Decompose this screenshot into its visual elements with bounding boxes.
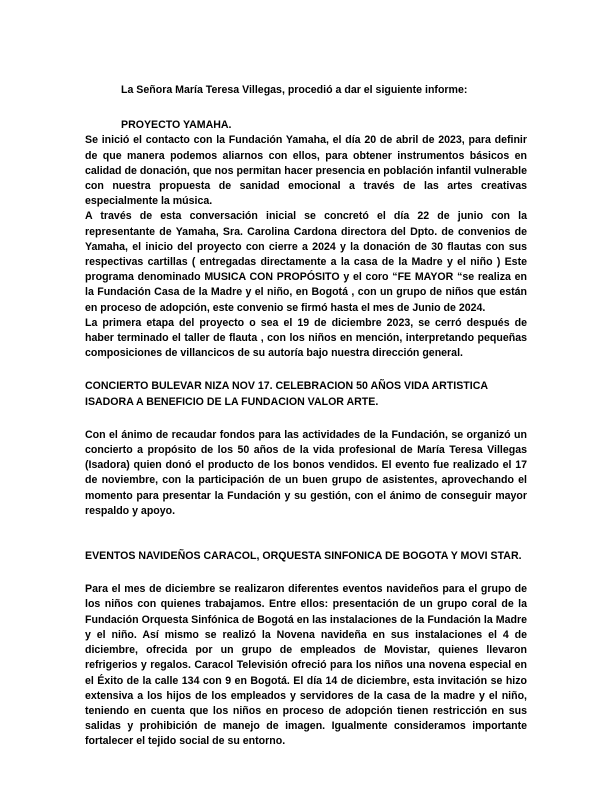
concierto-heading: CONCIERTO BULEVAR NIZA NOV 17. CELEBRACION 50 AÑOS VIDA ARTISTICA ISADORA A BENEFICIO DE LA FUNDACION VALOR ARTE. bbox=[85, 380, 488, 408]
yamaha-heading: PROYECTO YAMAHA. bbox=[121, 119, 232, 132]
eventos-heading: EVENTOS NAVIDEÑOS CARACOL, ORQUESTA SINFONICA DE BOGOTA Y MOVI STAR. bbox=[85, 550, 522, 563]
intro-line: La Señora María Teresa Villegas, procedió a dar el siguiente informe: bbox=[121, 84, 468, 96]
eventos-paragraph: Para el mes de diciembre se realizaron diferentes eventos navideños para el grupo de los niños con quienes trabajamos. Entre ellos: presentación de un grupo coral de la Fundación Orquesta Sinfónica de Bogotá en las instalaciones de la Fundación la Madre y el niño. Así mismo se realizó la Novena navideña en sus instalaciones el 4 de diciembre, ofrecida por un grupo de empleados de Movistar, quienes llevaron refrigerios y regalos. Caracol Televisión ofreció para los niños una novena especial en el Éxito de la calle 134 con 9 en Bogotá. El día 14 de diciembre, esta invitación se hizo extensiva a los hijos de los empleados y servidores de la casa de la madre y el niño, teniendo en cuenta que los niños en proceso de adopción tienen restricción en sus salidas y prohibición de manejo de imagen. Igualmente consideramos importante fortalecer el tejido social de su entorno. bbox=[85, 583, 527, 748]
concierto-paragraph: Con el ánimo de recaudar fondos para las actividades de la Fundación, se organizó un concierto a propósito de los 50 años de la vida profesional de María Teresa Villegas (Isadora) quien donó el producto de los bonos vendidos. El evento fue realizado el 17 de noviembre, con la participación de un buen grupo de asistentes, aprovechando el momento para presentar la Fundación y su gestión, con el ánimo de conseguir mayor respaldo y apoyo. bbox=[85, 428, 527, 517]
yamaha-paragraph-3: La primera etapa del proyecto o sea el 19 de diciembre 2023, se cerró después de haber terminado el taller de flauta , con los niños en mención, interpretando pequeñas composiciones de villancicos de su autoría bajo nuestra dirección general. bbox=[85, 316, 527, 360]
yamaha-paragraph-1: Se inició el contacto con la Fundación Yamaha, el día 20 de abril de 2023, para definir de que manera podemos aliarnos con ellos, para obtener instrumentos básicos en calidad de donación, que nos permitan hacer presencia en población infantil vulnerable con nuestra propuesta de sanidad emocional a través de las artes creativas especialmente la música. bbox=[85, 134, 527, 208]
yamaha-paragraph-2: A través de esta conversación inicial se concretó el día 22 de junio con la representante de Yamaha, Sra. Carolina Cardona directora del Dpto. de convenios de Yamaha, el inicio del proyecto con cierre a 2024 y la donación de 30 flautas con sus respectivas cartillas ( entregadas directamente a la casa de la Madre y el niño ) Este programa denominado MUSICA CON PROPÓSITO y el coro “FE MAYOR “se realiza en la Fundación Casa de la Madre y el niño, en Bogotá , con un grupo de niños que están en proceso de adopción, este convenio se firmó hasta el mes de Junio de 2024. bbox=[85, 210, 527, 314]
